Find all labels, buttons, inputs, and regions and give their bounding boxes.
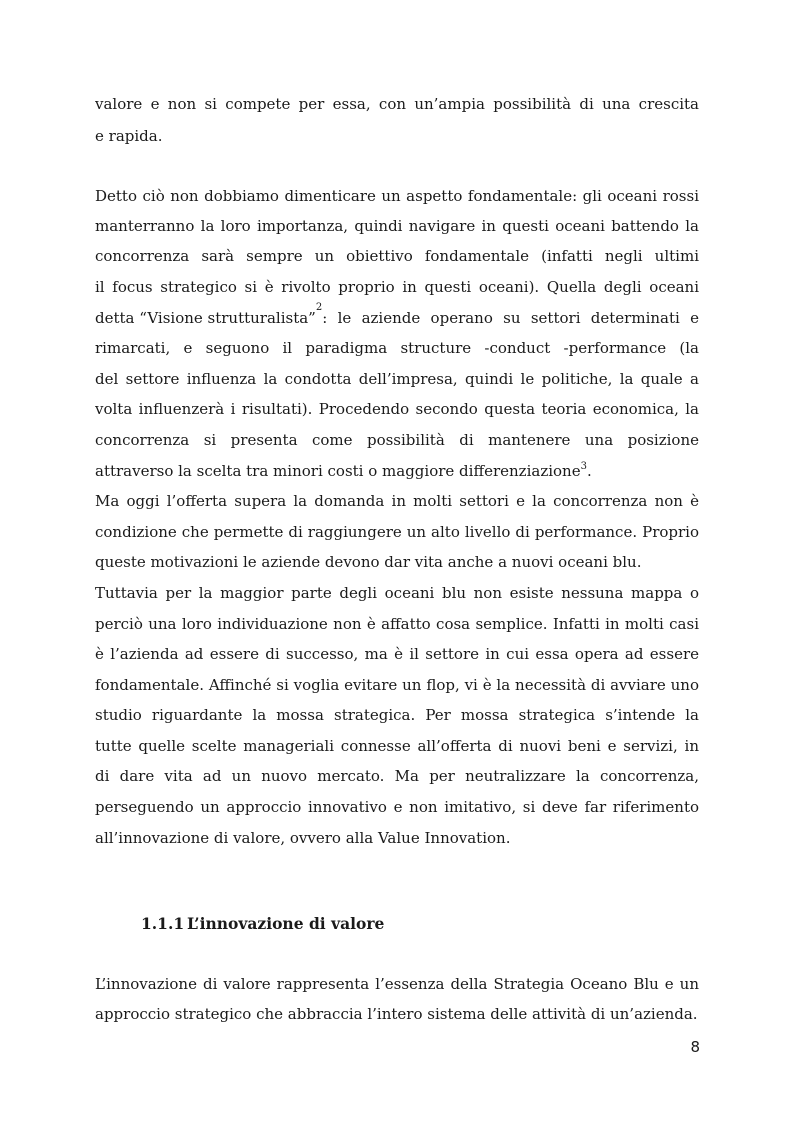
paragraph-line: condizione che permette di raggiungere un alto livello di performance. Proprio xyxy=(95,523,699,541)
paragraph-line: Ma oggi l’offerta supera la domanda in molti settori e la concorrenza non è xyxy=(95,492,699,510)
paragraph-line: tutte quelle scelte manageriali connesse all’offerta di nuovi beni e servizi, in xyxy=(95,737,699,755)
paragraph-line: volta influenzerà i risultati). Procedendo secondo questa teoria economica, la xyxy=(95,400,699,418)
section-heading xyxy=(141,914,384,934)
line-text: attraverso la scelta tra minori costi o maggiore differenziazione xyxy=(95,462,581,480)
paragraph-line: il focus strategico si è rivolto proprio in questi oceani). Quella degli oceani xyxy=(95,278,699,296)
paragraph-line xyxy=(95,461,699,481)
footnote-marker: 2 xyxy=(315,302,323,313)
paragraph-line: fondamentale. Affinché si voglia evitare un flop, vi è la necessità di avviare uno xyxy=(95,676,699,694)
paragraph-line: rimarcati, e seguono il paradigma structure -conduct -performance (la xyxy=(95,339,699,357)
paragraph-line: è l’azienda ad essere di successo, ma è il settore in cui essa opera ad essere xyxy=(95,645,699,663)
paragraph-line: L’innovazione di valore rappresenta l’essenza della Strategia Oceano Blu e un xyxy=(95,975,699,993)
paragraph-line: queste motivazioni le aziende devono dar vita anche a nuovi oceani blu. xyxy=(95,553,642,571)
paragraph-line: Detto ciò non dobbiamo dimenticare un aspetto fondamentale: gli oceani rossi xyxy=(95,187,699,205)
footnote-marker: 3 xyxy=(580,461,587,472)
line-text: detta “Visione strutturalista” xyxy=(95,309,316,327)
line-text: . xyxy=(586,462,592,480)
paragraph-line: perciò una loro individuazione non è affatto cosa semplice. Infatti in molti casi xyxy=(95,615,699,633)
page-number: 8 xyxy=(690,1038,700,1056)
paragraph-line xyxy=(95,302,699,328)
paragraph-line: di dare vita ad un nuovo mercato. Ma per neutralizzare la concorrenza, xyxy=(95,767,699,785)
section-number: 1.1.1 xyxy=(141,914,185,933)
paragraph-line: valore e non si compete per essa, con un’ampia possibilità di una crescita xyxy=(95,95,699,113)
paragraph-line: concorrenza si presenta come possibilità di mantenere una posizione xyxy=(95,431,699,449)
paragraph-line: Tuttavia per la maggior parte degli oceani blu non esiste nessuna mappa o xyxy=(95,584,699,602)
paragraph-line: all’innovazione di valore, ovvero alla Value Innovation. xyxy=(95,829,511,847)
paragraph-line: approccio strategico che abbraccia l’intero sistema delle attività di un’azienda. xyxy=(95,1005,698,1023)
paragraph-line: del settore influenza la condotta dell’impresa, quindi le politiche, la quale a xyxy=(95,370,699,388)
paragraph-line: manterranno la loro importanza, quindi navigare in questi oceani battendo la xyxy=(95,217,699,235)
line-text: : le aziende operano su settori determinati e xyxy=(322,309,699,327)
paragraph-line: perseguendo un approccio innovativo e non imitativo, si deve far riferimento xyxy=(95,798,699,816)
paragraph-line: e rapida. xyxy=(95,127,163,145)
paragraph-line: studio riguardante la mossa strategica. Per mossa strategica s’intende la xyxy=(95,706,699,724)
paragraph-line: concorrenza sarà sempre un obiettivo fondamentale (infatti negli ultimi xyxy=(95,247,699,265)
section-title: L’innovazione di valore xyxy=(187,914,385,933)
